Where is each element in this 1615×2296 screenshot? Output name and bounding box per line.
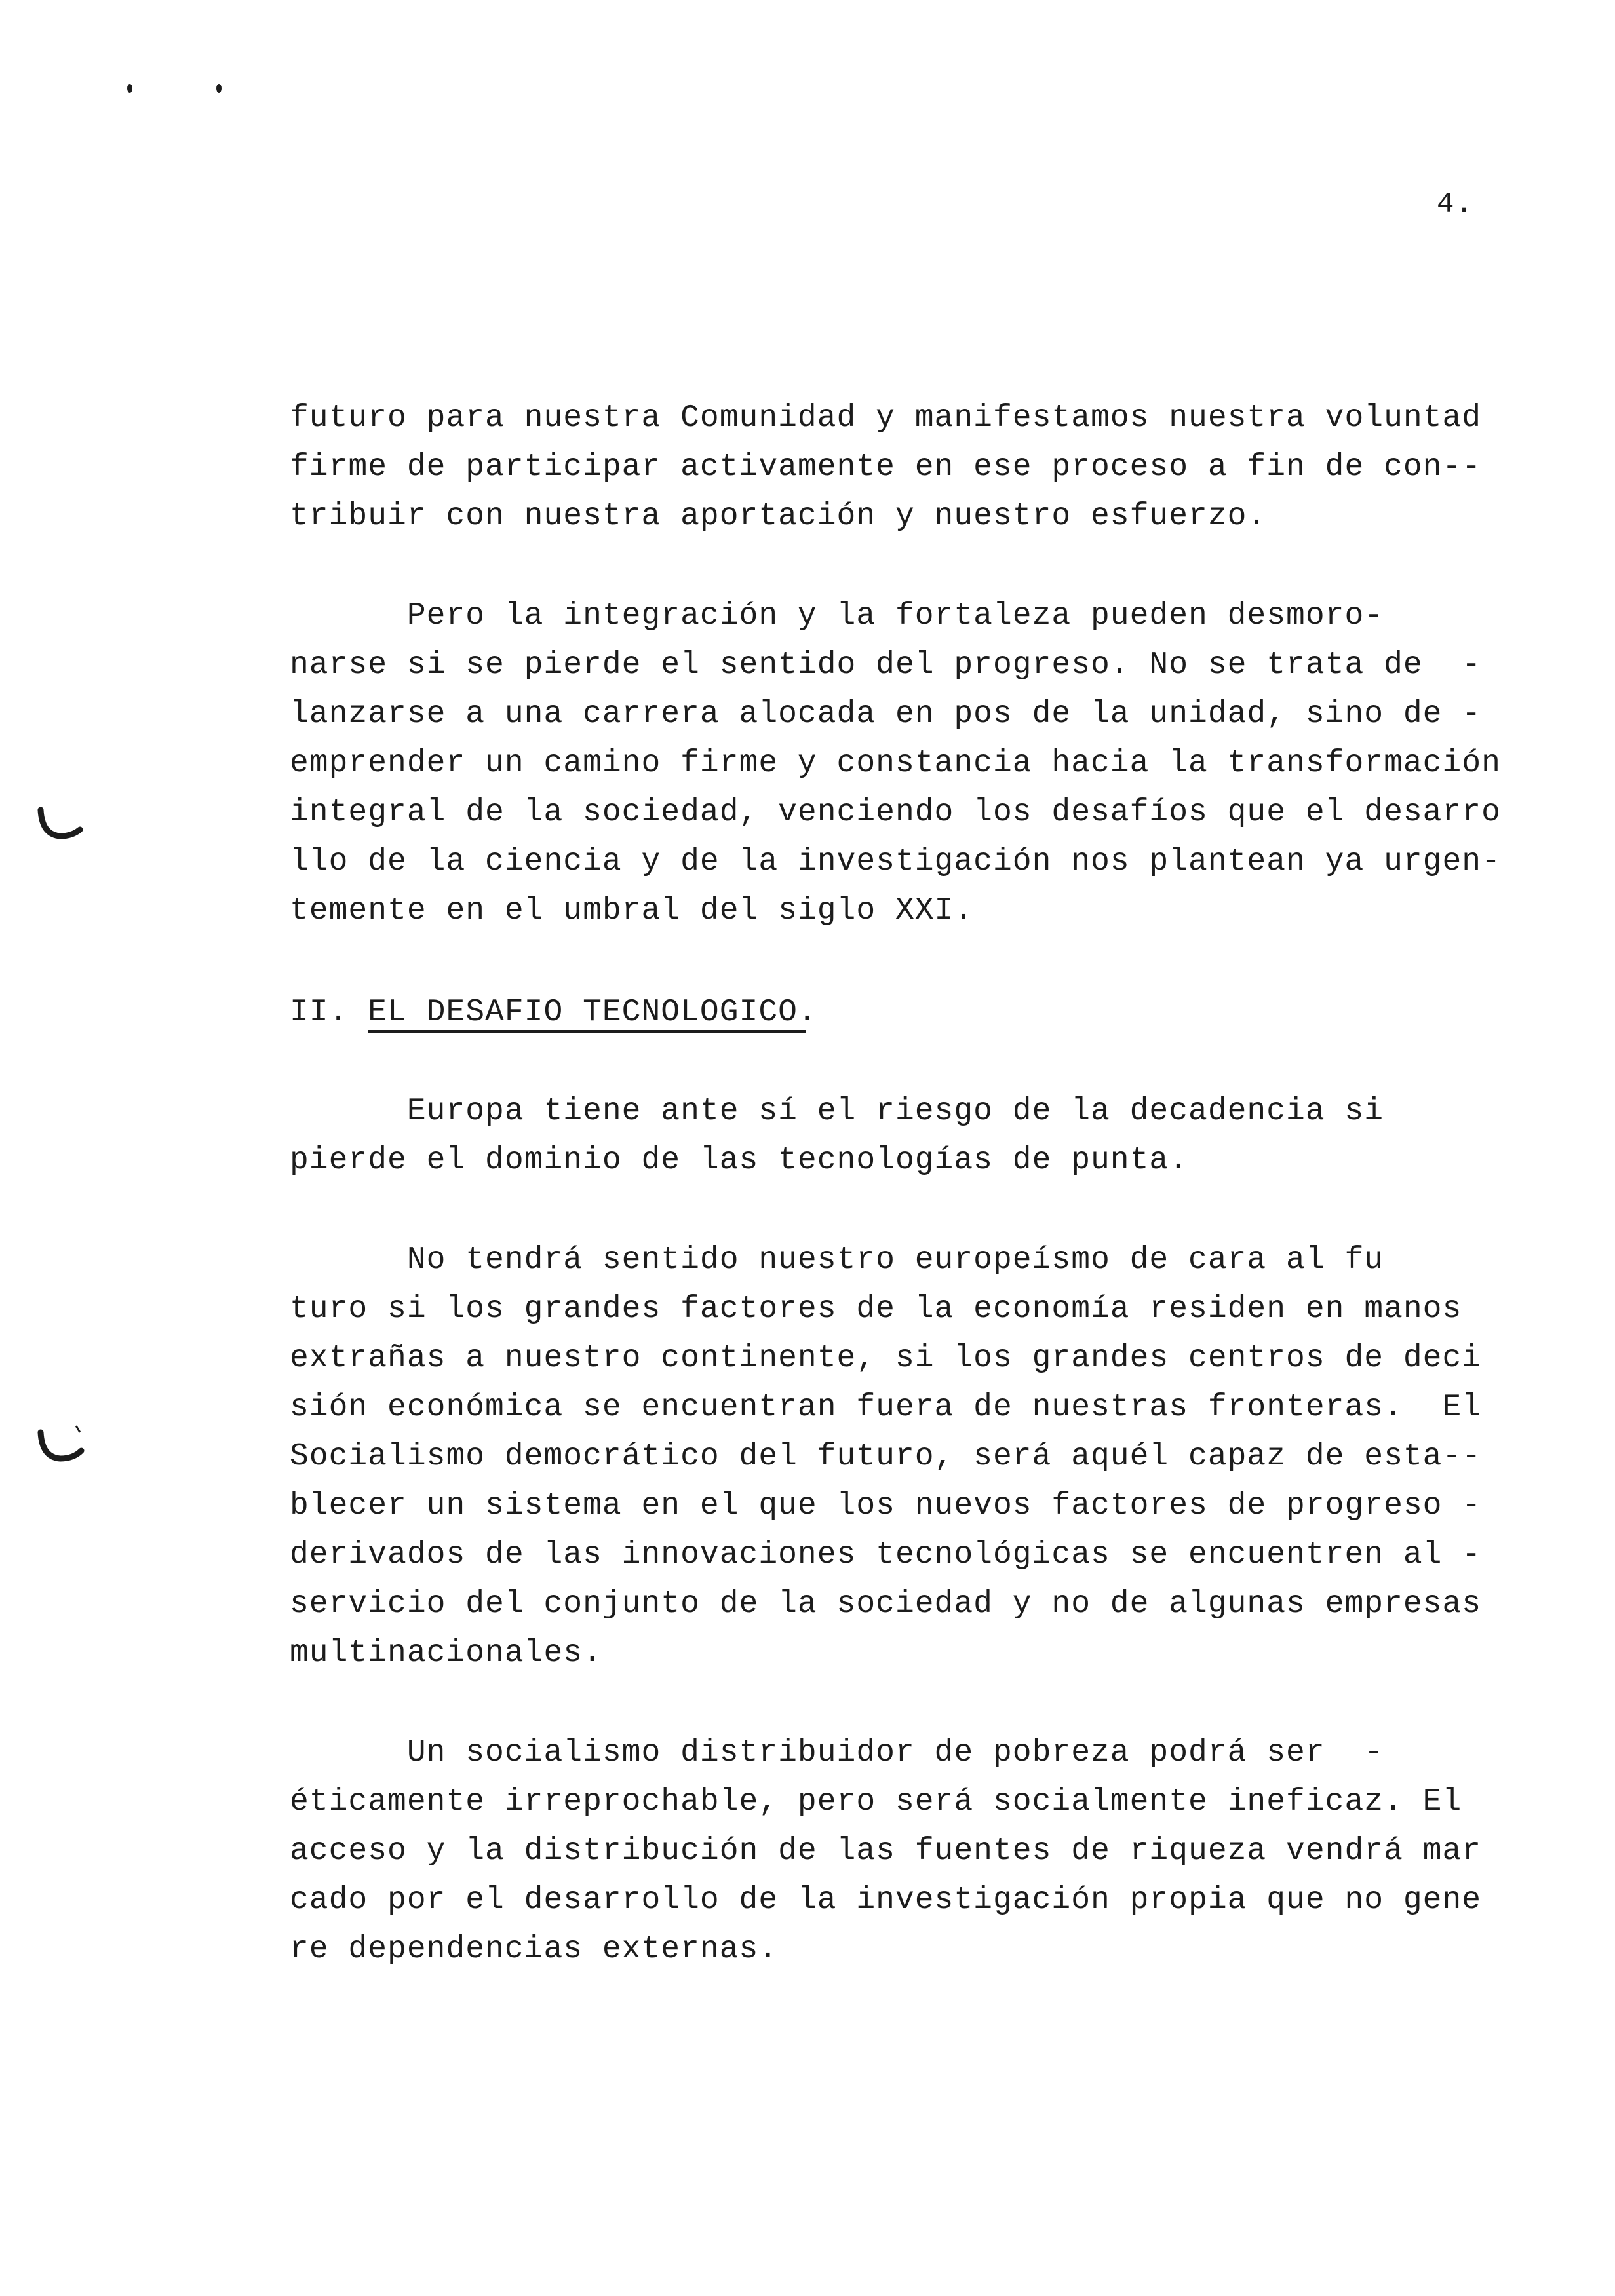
paragraph-line: éticamente irreprochable, pero será socialmente ineficaz. El [290,1784,1462,1820]
paragraph-line: servicio del conjunto de la sociedad y no de algunas empresas [290,1586,1482,1622]
paragraph-line: Socialismo democrático del futuro, será aquél capaz de esta-- [290,1439,1482,1474]
paragraph-line: extrañas a nuestro continente, si los grandes centros de deci [290,1341,1482,1376]
binder-hole-mark [34,805,87,844]
paragraph-line: derivados de las innovaciones tecnológicas se encuentren al - [290,1537,1482,1573]
paragraph-line: emprender un camino firme y constancia hacia la transformación [290,746,1501,781]
binder-hole-mark [34,1423,87,1466]
paragraph-line: pierde el dominio de las tecnologías de punta. [290,1143,1189,1178]
paragraph-line: Un socialismo distribuidor de pobreza podrá ser - [290,1735,1384,1770]
paragraph-line: narse si se pierde el sentido del progreso. No se trata de - [290,647,1482,683]
section-heading: II. EL DESAFIO TECNOLOGICO. [290,995,817,1030]
heading-underline [368,1030,806,1033]
paragraph-line: turo si los grandes factores de la economía residen en manos [290,1292,1462,1327]
paragraph-line: temente en el umbral del siglo XXI. [290,893,974,928]
paragraph-line: cado por el desarrollo de la investigación propia que no gene [290,1883,1482,1918]
paragraph-line: lanzarse a una carrera alocada en pos de la unidad, sino de - [290,697,1482,732]
paragraph-line: sión económica se encuentran fuera de nuestras fronteras. El [290,1390,1482,1425]
paragraph-line: acceso y la distribución de las fuentes de riqueza vendrá mar [290,1833,1482,1869]
paragraph-line: No tendrá sentido nuestro europeísmo de cara al fu [290,1242,1384,1278]
scan-speck [127,84,132,93]
scan-speck [216,84,222,93]
paragraph-line: integral de la sociedad, venciendo los desafíos que el desarro [290,795,1501,830]
paragraph-line: futuro para nuestra Comunidad y manifestamos nuestra voluntad [290,400,1482,436]
paragraph-line: llo de la ciencia y de la investigación nos plantean ya urgen- [290,844,1501,879]
paragraph-line: blecer un sistema en el que los nuevos factores de progreso - [290,1488,1482,1523]
paragraph-line: Pero la integración y la fortaleza pueden desmoro- [290,598,1384,634]
paragraph-line: firme de participar activamente en ese proceso a fin de con-- [290,450,1482,485]
paragraph-line: re dependencias externas. [290,1932,779,1967]
page-number: 4. [1437,188,1474,221]
paragraph-line: multinacionales. [290,1636,602,1671]
paragraph-line: tribuir con nuestra aportación y nuestro esfuerzo. [290,499,1267,534]
paragraph-line: Europa tiene ante sí el riesgo de la decadencia si [290,1094,1384,1129]
